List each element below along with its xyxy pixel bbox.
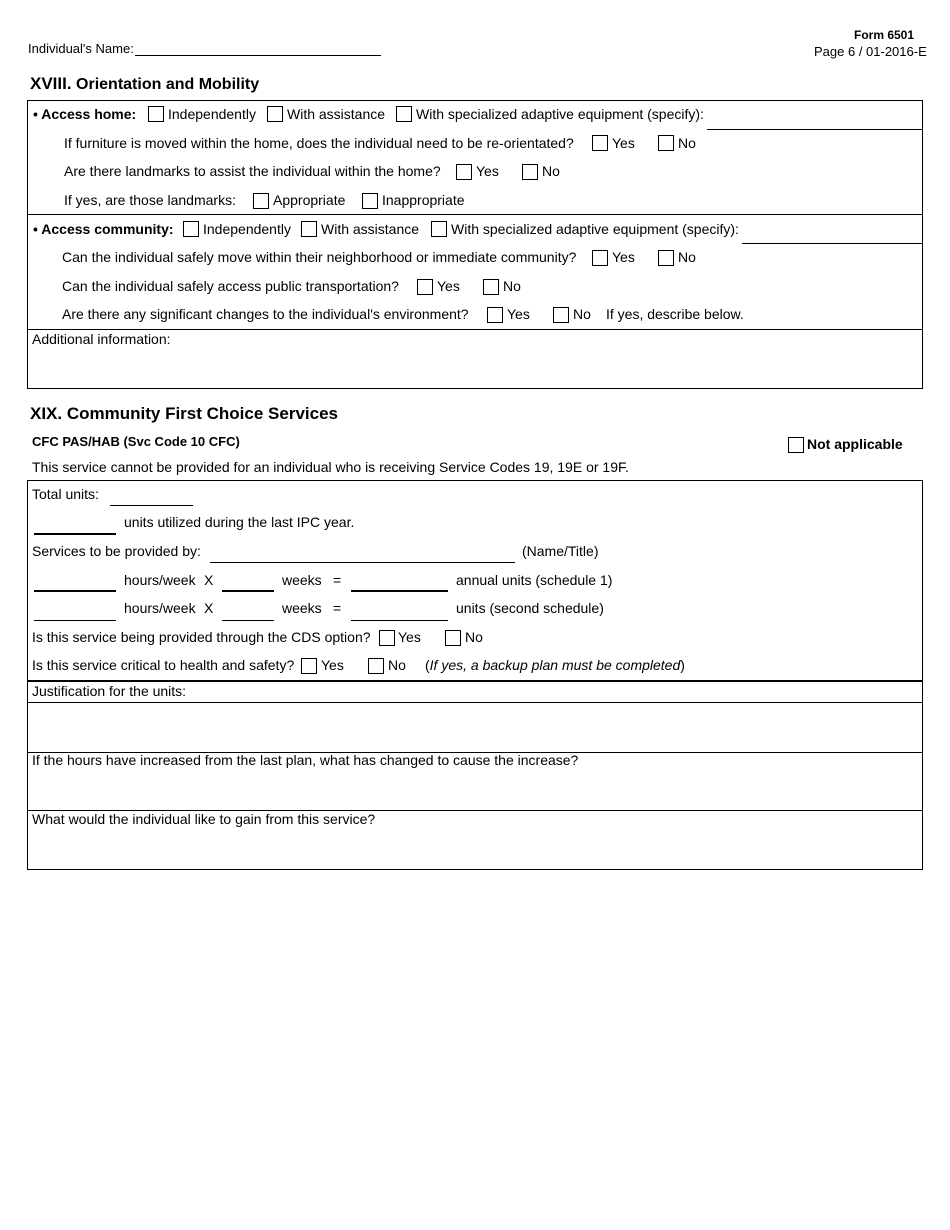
- weeks-field-2[interactable]: [222, 620, 274, 621]
- community-adaptive-specify-field[interactable]: [742, 243, 922, 244]
- total-units-field[interactable]: [110, 505, 193, 506]
- backup-plan-paren-open: (: [425, 657, 430, 673]
- home-q1-yes-checkbox[interactable]: [592, 135, 608, 151]
- home-assistance-checkbox[interactable]: [267, 106, 283, 122]
- hours-increase-label: If the hours have increased from the last plan, what has changed to cause the increase?: [32, 752, 579, 768]
- section-18-title: Orientation and Mobility: [76, 76, 260, 93]
- not-applicable-label: Not applicable: [807, 436, 903, 452]
- community-q2-yes-label: Yes: [437, 278, 460, 294]
- community-q2: Can the individual safely access public transportation?: [62, 278, 399, 294]
- hours-week-field-1[interactable]: [34, 590, 116, 592]
- gain-question-label: What would the individual like to gain from this service?: [32, 811, 376, 827]
- home-adaptive-label: With specialized adaptive equipment (specify):: [416, 106, 704, 122]
- critical-no-checkbox[interactable]: [368, 658, 384, 674]
- home-q1-no-checkbox[interactable]: [658, 135, 674, 151]
- community-q3: Are there any significant changes to the individual's environment?: [62, 306, 469, 322]
- additional-info-field[interactable]: [28, 348, 921, 388]
- community-q3-no-checkbox[interactable]: [553, 307, 569, 323]
- community-q2-yes-checkbox[interactable]: [417, 279, 433, 295]
- additional-info-label: Additional information:: [32, 331, 171, 347]
- community-q3-suffix: If yes, describe below.: [606, 306, 744, 322]
- home-q2-yes-label: Yes: [476, 163, 499, 179]
- hours-week-label-2: hours/week: [124, 600, 196, 616]
- divider: [27, 214, 923, 215]
- hours-week-field-2[interactable]: [34, 620, 116, 621]
- home-q3: If yes, are those landmarks:: [64, 192, 236, 208]
- home-adaptive-specify-field[interactable]: [707, 129, 922, 130]
- access-home-label: • Access home:: [33, 106, 137, 122]
- section-19-title: XIX. Community First Choice Services: [30, 404, 338, 423]
- critical-yes-checkbox[interactable]: [301, 658, 317, 674]
- community-q1-yes-checkbox[interactable]: [592, 250, 608, 266]
- community-q1: Can the individual safely move within their neighborhood or immediate community?: [62, 249, 577, 265]
- name-title-label: (Name/Title): [522, 543, 599, 559]
- community-independently-checkbox[interactable]: [183, 221, 199, 237]
- community-assistance-label: With assistance: [321, 221, 420, 237]
- second-schedule-units-label: units (second schedule): [456, 600, 604, 616]
- landmarks-appropriate-label: Appropriate: [273, 192, 346, 208]
- weeks-field-1[interactable]: [222, 590, 274, 592]
- equals-sign-2: =: [333, 600, 342, 616]
- backup-plan-note-text: If yes, a backup plan must be completed: [429, 657, 681, 673]
- form-number: Form 6501: [854, 28, 915, 42]
- services-by-label: Services to be provided by:: [32, 543, 201, 559]
- times-sign-2: X: [204, 600, 214, 616]
- section-18-roman: XVIII.: [30, 74, 72, 93]
- community-q2-no-checkbox[interactable]: [483, 279, 499, 295]
- cds-no-label: No: [465, 629, 483, 645]
- home-independently-label: Independently: [168, 106, 256, 122]
- community-q3-no-label: No: [573, 306, 591, 322]
- cds-yes-label: Yes: [398, 629, 421, 645]
- home-q2: Are there landmarks to assist the individual within the home?: [64, 163, 441, 179]
- cds-yes-checkbox[interactable]: [379, 630, 395, 646]
- divider: [27, 680, 923, 682]
- justification-field[interactable]: [28, 703, 921, 751]
- annual-units-label: annual units (schedule 1): [456, 572, 613, 588]
- justification-label: Justification for the units:: [32, 683, 187, 699]
- section-19-subtitle: CFC PAS/HAB (Svc Code 10 CFC): [32, 434, 240, 449]
- backup-plan-paren-close: ): [680, 657, 685, 673]
- community-q1-no-label: No: [678, 249, 696, 265]
- second-schedule-units-field[interactable]: [351, 620, 448, 621]
- hours-increase-field[interactable]: [28, 771, 921, 809]
- home-q2-no-label: No: [542, 163, 560, 179]
- community-adaptive-checkbox[interactable]: [431, 221, 447, 237]
- cds-question: Is this service being provided through the CDS option?: [32, 629, 371, 645]
- community-q2-no-label: No: [503, 278, 521, 294]
- community-q3-yes-label: Yes: [507, 306, 530, 322]
- landmarks-appropriate-checkbox[interactable]: [253, 193, 269, 209]
- home-assistance-label: With assistance: [287, 106, 386, 122]
- home-q2-no-checkbox[interactable]: [522, 164, 538, 180]
- units-utilized-label: units utilized during the last IPC year.: [124, 514, 355, 530]
- home-adaptive-checkbox[interactable]: [396, 106, 412, 122]
- total-units-label: Total units:: [32, 486, 99, 502]
- community-q1-yes-label: Yes: [612, 249, 635, 265]
- critical-question: Is this service critical to health and safety?: [32, 657, 295, 673]
- home-q1-yes-label: Yes: [612, 135, 635, 151]
- units-utilized-field[interactable]: [34, 533, 116, 535]
- equals-sign-1: =: [333, 572, 342, 588]
- not-applicable-checkbox[interactable]: [788, 437, 804, 453]
- annual-units-field[interactable]: [351, 590, 448, 592]
- home-q1: If furniture is moved within the home, does the individual need to be re-orientated?: [64, 135, 574, 151]
- weeks-label-1: weeks: [282, 572, 322, 588]
- critical-yes-label: Yes: [321, 657, 344, 673]
- section-18-heading: [30, 74, 259, 94]
- individual-name-label: Individual's Name:: [28, 41, 134, 56]
- home-q2-yes-checkbox[interactable]: [456, 164, 472, 180]
- backup-plan-note: [425, 657, 685, 673]
- gain-question-field[interactable]: [28, 830, 921, 868]
- community-q3-yes-checkbox[interactable]: [487, 307, 503, 323]
- individual-name-field[interactable]: [135, 55, 381, 56]
- cds-no-checkbox[interactable]: [445, 630, 461, 646]
- home-independently-checkbox[interactable]: [148, 106, 164, 122]
- times-sign-1: X: [204, 572, 214, 588]
- critical-no-label: No: [388, 657, 406, 673]
- community-q1-no-checkbox[interactable]: [658, 250, 674, 266]
- landmarks-inappropriate-label: Inappropriate: [382, 192, 465, 208]
- divider: [27, 329, 923, 330]
- weeks-label-2: weeks: [282, 600, 322, 616]
- service-notice: This service cannot be provided for an individual who is receiving Service Codes 19, 19E or 19F.: [32, 459, 629, 475]
- landmarks-inappropriate-checkbox[interactable]: [362, 193, 378, 209]
- hours-week-label-1: hours/week: [124, 572, 196, 588]
- community-assistance-checkbox[interactable]: [301, 221, 317, 237]
- home-q1-no-label: No: [678, 135, 696, 151]
- page-info: Page 6 / 01-2016-E: [814, 44, 927, 59]
- services-by-field[interactable]: [210, 562, 515, 563]
- community-adaptive-label: With specialized adaptive equipment (specify):: [451, 221, 739, 237]
- access-community-label: • Access community:: [33, 221, 174, 237]
- community-independently-label: Independently: [203, 221, 291, 237]
